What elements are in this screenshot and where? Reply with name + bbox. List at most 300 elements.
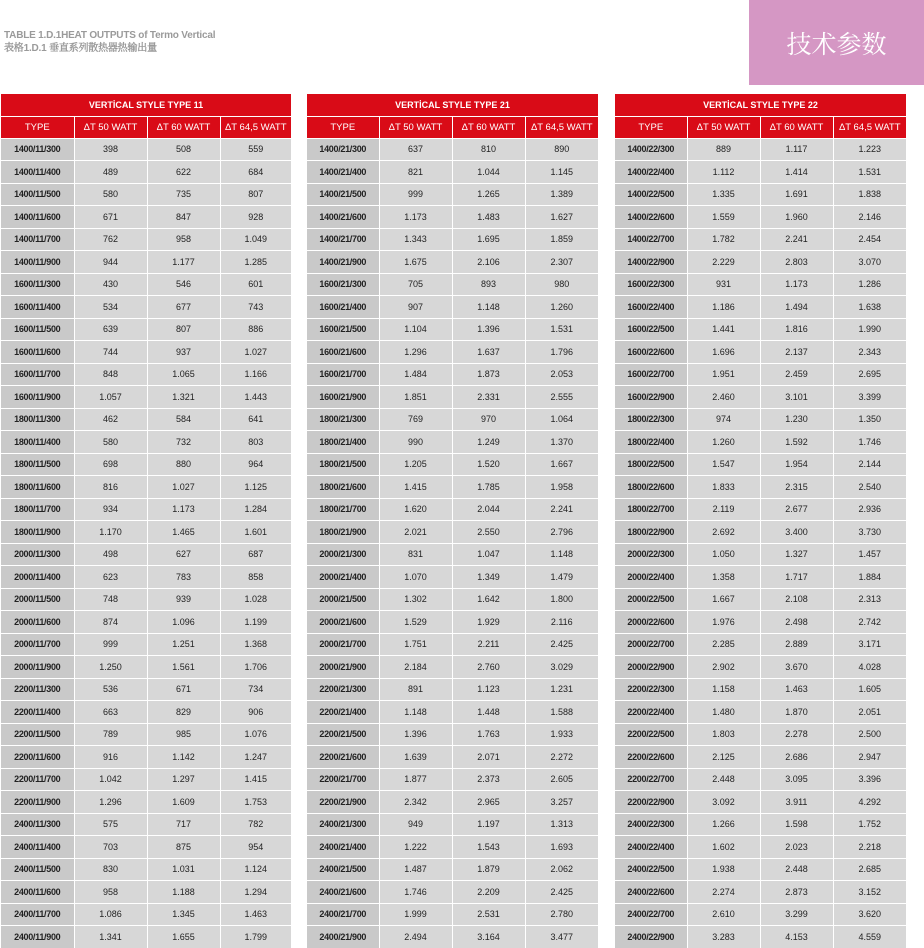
type-cell: 1400/22/400 [615, 161, 687, 184]
document-title [4, 29, 215, 55]
watt-cell: 1.396 [379, 723, 452, 746]
type-cell: 1400/11/500 [1, 183, 74, 206]
watt-cell: 1.042 [74, 768, 147, 791]
watt-cell: 743 [220, 296, 291, 319]
table-row [307, 453, 598, 476]
watt-cell: 1.999 [379, 903, 452, 926]
table-row [615, 251, 906, 274]
watt-cell: 1.343 [379, 228, 452, 251]
watt-cell: 1.520 [452, 453, 525, 476]
watt-cell: 1.044 [452, 161, 525, 184]
type-cell: 1800/21/700 [307, 498, 379, 521]
table-row [307, 228, 598, 251]
watt-cell: 3.095 [760, 768, 833, 791]
column-header: TYPE [1, 116, 74, 138]
watt-cell: 1.480 [687, 701, 760, 724]
type-cell: 1400/22/600 [615, 206, 687, 229]
watt-cell: 1.296 [379, 341, 452, 364]
watt-cell: 1.933 [525, 723, 598, 746]
column-header: ΔT 50 WATT [379, 116, 452, 138]
watt-cell: 2.053 [525, 363, 598, 386]
type-cell: 2400/22/600 [615, 881, 687, 904]
watt-cell: 1.691 [760, 183, 833, 206]
watt-cell: 1.441 [687, 318, 760, 341]
watt-cell: 3.171 [833, 633, 906, 656]
watt-cell: 684 [220, 161, 291, 184]
table-row [307, 588, 598, 611]
watt-cell: 1.125 [220, 476, 291, 499]
type-cell: 1400/22/700 [615, 228, 687, 251]
type-cell: 2200/22/300 [615, 678, 687, 701]
type-cell: 1600/21/300 [307, 273, 379, 296]
watt-cell: 875 [147, 836, 220, 859]
watt-cell: 1.284 [220, 498, 291, 521]
watt-cell: 1.479 [525, 566, 598, 589]
watt-cell: 1.463 [760, 678, 833, 701]
watt-cell: 1.851 [379, 386, 452, 409]
table-row [307, 656, 598, 679]
type-cell: 2200/21/700 [307, 768, 379, 791]
watt-cell: 3.070 [833, 251, 906, 274]
table-row [615, 521, 906, 544]
watt-cell: 559 [220, 138, 291, 161]
watt-cell: 2.448 [760, 858, 833, 881]
type-cell: 1800/22/400 [615, 431, 687, 454]
watt-cell: 2.873 [760, 881, 833, 904]
type-cell: 2400/21/900 [307, 926, 379, 948]
watt-cell: 1.954 [760, 453, 833, 476]
table-row [1, 813, 291, 836]
table-row [307, 363, 598, 386]
table-row [1, 138, 291, 161]
type-cell: 1800/21/300 [307, 408, 379, 431]
table-row [615, 498, 906, 521]
watt-cell: 1.286 [833, 273, 906, 296]
watt-cell: 1.027 [220, 341, 291, 364]
type-cell: 1400/21/400 [307, 161, 379, 184]
type-cell: 1800/22/600 [615, 476, 687, 499]
watt-cell: 462 [74, 408, 147, 431]
watt-cell: 1.124 [220, 858, 291, 881]
watt-cell: 2.125 [687, 746, 760, 769]
watt-cell: 1.049 [220, 228, 291, 251]
watt-cell: 1.602 [687, 836, 760, 859]
watt-cell: 958 [74, 881, 147, 904]
type-cell: 1400/22/300 [615, 138, 687, 161]
watt-cell: 584 [147, 408, 220, 431]
watt-cell: 2.023 [760, 836, 833, 859]
watt-cell: 1.223 [833, 138, 906, 161]
watt-cell: 1.639 [379, 746, 452, 769]
column-header: ΔT 50 WATT [74, 116, 147, 138]
watt-cell: 1.958 [525, 476, 598, 499]
table-row [1, 318, 291, 341]
watt-cell: 580 [74, 431, 147, 454]
watt-cell: 2.796 [525, 521, 598, 544]
watt-cell: 430 [74, 273, 147, 296]
type-cell: 2000/11/900 [1, 656, 74, 679]
table-row [1, 746, 291, 769]
table-row [307, 521, 598, 544]
table-row [1, 363, 291, 386]
table-row [307, 858, 598, 881]
watt-cell: 1.717 [760, 566, 833, 589]
watt-cell: 1.620 [379, 498, 452, 521]
table-row [307, 431, 598, 454]
watt-cell: 2.229 [687, 251, 760, 274]
table-row [307, 318, 598, 341]
watt-cell: 698 [74, 453, 147, 476]
type-cell: 2200/22/500 [615, 723, 687, 746]
watt-cell: 769 [379, 408, 452, 431]
type-cell: 1600/11/500 [1, 318, 74, 341]
table-row [615, 813, 906, 836]
watt-cell: 2.021 [379, 521, 452, 544]
type-cell: 2200/11/700 [1, 768, 74, 791]
type-cell: 2400/21/400 [307, 836, 379, 859]
watt-cell: 2.285 [687, 633, 760, 656]
table-row [307, 611, 598, 634]
watt-cell: 858 [220, 566, 291, 589]
type-cell: 1600/21/500 [307, 318, 379, 341]
watt-cell: 2.062 [525, 858, 598, 881]
type-cell: 1400/21/600 [307, 206, 379, 229]
watt-cell: 744 [74, 341, 147, 364]
watt-cell: 2.218 [833, 836, 906, 859]
watt-cell: 3.670 [760, 656, 833, 679]
watt-cell: 1.448 [452, 701, 525, 724]
watt-cell: 3.400 [760, 521, 833, 544]
table-row [615, 341, 906, 364]
watt-cell: 1.358 [687, 566, 760, 589]
watt-cell: 874 [74, 611, 147, 634]
table-row [615, 656, 906, 679]
watt-cell: 705 [379, 273, 452, 296]
watt-cell: 954 [220, 836, 291, 859]
table-row [615, 138, 906, 161]
watt-cell: 622 [147, 161, 220, 184]
watt-cell: 3.399 [833, 386, 906, 409]
watt-cell: 1.057 [74, 386, 147, 409]
table-row [307, 926, 598, 948]
type-cell: 1400/11/400 [1, 161, 74, 184]
table-row [307, 566, 598, 589]
type-cell: 1400/22/900 [615, 251, 687, 274]
table-row [1, 881, 291, 904]
watt-cell: 1.601 [220, 521, 291, 544]
watt-cell: 663 [74, 701, 147, 724]
watt-cell: 398 [74, 138, 147, 161]
watt-cell: 2.071 [452, 746, 525, 769]
watt-cell: 1.148 [452, 296, 525, 319]
watt-cell: 2.605 [525, 768, 598, 791]
watt-cell: 937 [147, 341, 220, 364]
table-row [615, 408, 906, 431]
type-cell: 2400/11/900 [1, 926, 74, 948]
watt-cell: 4.153 [760, 926, 833, 948]
type-cell: 2200/11/500 [1, 723, 74, 746]
watt-cell: 1.638 [833, 296, 906, 319]
watt-cell: 1.627 [525, 206, 598, 229]
watt-cell: 3.257 [525, 791, 598, 814]
table-row [1, 543, 291, 566]
table-row [1, 453, 291, 476]
watt-cell: 2.343 [833, 341, 906, 364]
watt-cell: 1.076 [220, 723, 291, 746]
watt-cell: 2.137 [760, 341, 833, 364]
type-cell: 1600/21/700 [307, 363, 379, 386]
watt-cell: 891 [379, 678, 452, 701]
watt-cell: 1.799 [220, 926, 291, 948]
watt-cell: 2.307 [525, 251, 598, 274]
table-row [615, 903, 906, 926]
table-row [615, 543, 906, 566]
watt-cell: 1.833 [687, 476, 760, 499]
type-cell: 1400/21/300 [307, 138, 379, 161]
type-cell: 2200/22/600 [615, 746, 687, 769]
type-cell: 2400/11/600 [1, 881, 74, 904]
watt-cell: 1.752 [833, 813, 906, 836]
type-cell: 1600/21/900 [307, 386, 379, 409]
table-row [1, 386, 291, 409]
watt-cell: 1.166 [220, 363, 291, 386]
column-header: TYPE [615, 116, 687, 138]
table-row [1, 611, 291, 634]
watt-cell: 1.260 [687, 431, 760, 454]
title-english: TABLE 1.D.1HEAT OUTPUTS of Termo Vertical [4, 29, 215, 42]
type-cell: 2200/22/700 [615, 768, 687, 791]
type-cell: 1600/22/600 [615, 341, 687, 364]
watt-cell: 2.947 [833, 746, 906, 769]
type-cell: 2200/11/600 [1, 746, 74, 769]
watt-cell: 1.050 [687, 543, 760, 566]
table-row [615, 881, 906, 904]
watt-cell: 2.803 [760, 251, 833, 274]
watt-cell: 1.177 [147, 251, 220, 274]
watt-cell: 2.459 [760, 363, 833, 386]
type-cell: 1400/22/500 [615, 183, 687, 206]
table-row [1, 498, 291, 521]
table-row [615, 701, 906, 724]
watt-cell: 889 [687, 138, 760, 161]
watt-cell: 3.152 [833, 881, 906, 904]
table-row [615, 611, 906, 634]
column-header: ΔT 64,5 WATT [220, 116, 291, 138]
watt-cell: 2.272 [525, 746, 598, 769]
table-row [615, 273, 906, 296]
watt-cell: 1.877 [379, 768, 452, 791]
watt-cell: 821 [379, 161, 452, 184]
watt-cell: 789 [74, 723, 147, 746]
watt-cell: 1.746 [379, 881, 452, 904]
watt-cell: 735 [147, 183, 220, 206]
watt-cell: 534 [74, 296, 147, 319]
table-row [615, 746, 906, 769]
type-cell: 1600/22/400 [615, 296, 687, 319]
table-row [615, 453, 906, 476]
table-row [307, 498, 598, 521]
type-cell: 2400/21/500 [307, 858, 379, 881]
title-chinese: 表格1.D.1 垂直系列散热器热输出量 [4, 42, 215, 55]
table-row [307, 161, 598, 184]
type-cell: 1600/21/400 [307, 296, 379, 319]
column-header: ΔT 60 WATT [452, 116, 525, 138]
watt-cell: 627 [147, 543, 220, 566]
type-cell: 2200/11/400 [1, 701, 74, 724]
type-cell: 1600/22/300 [615, 273, 687, 296]
watt-cell: 2.313 [833, 588, 906, 611]
heat-output-table-2 [307, 94, 598, 948]
watt-cell: 601 [220, 273, 291, 296]
watt-cell: 830 [74, 858, 147, 881]
watt-cell: 1.158 [687, 678, 760, 701]
watt-cell: 2.209 [452, 881, 525, 904]
watt-cell: 1.260 [525, 296, 598, 319]
watt-cell: 1.031 [147, 858, 220, 881]
table-row [307, 408, 598, 431]
table-row [307, 881, 598, 904]
table-row [615, 588, 906, 611]
table-caption: VERTİCAL STYLE TYPE 11 [1, 94, 291, 116]
type-cell: 1400/11/900 [1, 251, 74, 274]
table-row [1, 588, 291, 611]
watt-cell: 1.592 [760, 431, 833, 454]
type-cell: 2400/21/600 [307, 881, 379, 904]
watt-cell: 2.119 [687, 498, 760, 521]
watt-cell: 2.051 [833, 701, 906, 724]
watt-cell: 2.241 [760, 228, 833, 251]
table-row [1, 228, 291, 251]
watt-cell: 928 [220, 206, 291, 229]
watt-cell: 1.457 [833, 543, 906, 566]
type-cell: 1800/21/500 [307, 453, 379, 476]
table-row [307, 183, 598, 206]
watt-cell: 1.667 [687, 588, 760, 611]
watt-cell: 1.341 [74, 926, 147, 948]
table-row [1, 836, 291, 859]
type-cell: 2400/11/700 [1, 903, 74, 926]
watt-cell: 1.696 [687, 341, 760, 364]
type-cell: 2000/21/600 [307, 611, 379, 634]
watt-cell: 2.211 [452, 633, 525, 656]
type-cell: 2000/21/400 [307, 566, 379, 589]
watt-cell: 890 [525, 138, 598, 161]
watt-cell: 1.249 [452, 431, 525, 454]
watt-cell: 1.879 [452, 858, 525, 881]
table-row [1, 431, 291, 454]
watt-cell: 2.425 [525, 633, 598, 656]
watt-cell: 964 [220, 453, 291, 476]
type-cell: 1600/11/600 [1, 341, 74, 364]
watt-cell: 1.487 [379, 858, 452, 881]
table-row [615, 206, 906, 229]
type-cell: 2000/22/600 [615, 611, 687, 634]
table-row [1, 251, 291, 274]
watt-cell: 3.092 [687, 791, 760, 814]
table-row [1, 476, 291, 499]
type-cell: 1600/22/700 [615, 363, 687, 386]
watt-cell: 1.675 [379, 251, 452, 274]
watt-cell: 2.460 [687, 386, 760, 409]
watt-cell: 1.414 [760, 161, 833, 184]
type-cell: 1800/11/500 [1, 453, 74, 476]
watt-cell: 1.396 [452, 318, 525, 341]
watt-cell: 1.803 [687, 723, 760, 746]
type-cell: 2000/11/500 [1, 588, 74, 611]
watt-cell: 3.283 [687, 926, 760, 948]
watt-cell: 1.484 [379, 363, 452, 386]
watt-cell: 1.695 [452, 228, 525, 251]
watt-cell: 1.655 [147, 926, 220, 948]
table-row [615, 566, 906, 589]
watt-cell: 1.763 [452, 723, 525, 746]
watt-cell: 1.951 [687, 363, 760, 386]
watt-cell: 1.751 [379, 633, 452, 656]
table-row [615, 836, 906, 859]
watt-cell: 3.299 [760, 903, 833, 926]
type-cell: 2200/21/400 [307, 701, 379, 724]
watt-cell: 810 [452, 138, 525, 161]
watt-cell: 1.266 [687, 813, 760, 836]
watt-cell: 1.065 [147, 363, 220, 386]
watt-cell: 1.047 [452, 543, 525, 566]
watt-cell: 1.746 [833, 431, 906, 454]
watt-cell: 939 [147, 588, 220, 611]
table-row [307, 273, 598, 296]
type-cell: 1600/11/900 [1, 386, 74, 409]
watt-cell: 1.693 [525, 836, 598, 859]
watt-cell: 1.667 [525, 453, 598, 476]
table-row [307, 701, 598, 724]
watt-cell: 1.349 [452, 566, 525, 589]
table-row [615, 318, 906, 341]
watt-cell: 916 [74, 746, 147, 769]
watt-cell: 546 [147, 273, 220, 296]
table-row [1, 161, 291, 184]
table-row [307, 746, 598, 769]
watt-cell: 1.231 [525, 678, 598, 701]
watt-cell: 2.902 [687, 656, 760, 679]
type-cell: 2000/21/500 [307, 588, 379, 611]
watt-cell: 1.123 [452, 678, 525, 701]
table-row [1, 791, 291, 814]
watt-cell: 3.620 [833, 903, 906, 926]
watt-cell: 1.145 [525, 161, 598, 184]
watt-cell: 2.241 [525, 498, 598, 521]
table-row [307, 768, 598, 791]
table-row [615, 296, 906, 319]
watt-cell: 1.463 [220, 903, 291, 926]
table-caption: VERTİCAL STYLE TYPE 21 [307, 94, 598, 116]
watt-cell: 1.870 [760, 701, 833, 724]
watt-cell: 980 [525, 273, 598, 296]
watt-cell: 1.148 [379, 701, 452, 724]
watt-cell: 999 [379, 183, 452, 206]
table-row [615, 678, 906, 701]
table-row [1, 656, 291, 679]
watt-cell: 1.064 [525, 408, 598, 431]
watt-cell: 3.164 [452, 926, 525, 948]
watt-cell: 1.327 [760, 543, 833, 566]
watt-cell: 2.116 [525, 611, 598, 634]
table-row [1, 858, 291, 881]
watt-cell: 2.315 [760, 476, 833, 499]
watt-cell: 1.990 [833, 318, 906, 341]
watt-cell: 1.112 [687, 161, 760, 184]
type-cell: 2200/21/300 [307, 678, 379, 701]
table-row [307, 543, 598, 566]
watt-cell: 906 [220, 701, 291, 724]
